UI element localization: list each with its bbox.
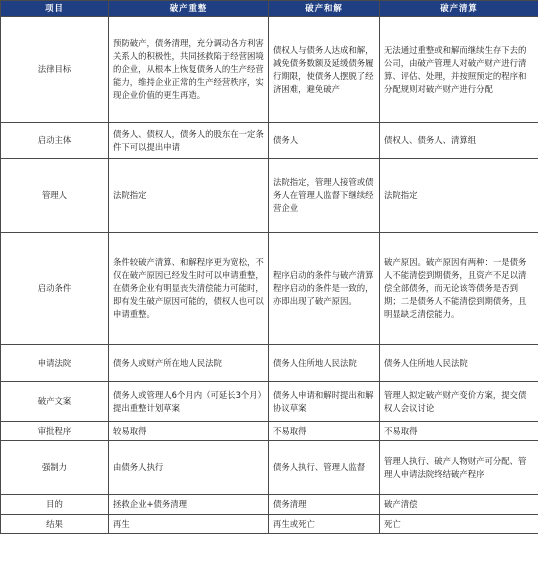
table-cell: 破产原因。破产原因有两种：一是债务人不能清偿到期债务，且资产不足以清偿全部债务，而无论该等债务是否到期；二是债务人不能清偿到期债务，且明显缺乏清偿能力。 <box>380 233 538 345</box>
table-cell: 破产清偿 <box>380 495 538 515</box>
table-row <box>1 233 538 345</box>
table-row <box>1 382 538 422</box>
table-cell: 法院指定，管理人接管或债务人在管理人监督下继续经营企业 <box>269 159 380 233</box>
table-cell: 条件较破产清算、和解程序更为宽松，不仅在破产原因已经发生时可以申请重整，在债务企业有明显丧失清偿能力可能时，即有发生破产原因可能的，债权人也可以申请重整。 <box>109 233 269 345</box>
row-label: 结果 <box>1 515 109 534</box>
row-label: 管理人 <box>1 159 109 233</box>
table-cell: 由债务人执行 <box>109 441 269 495</box>
table-cell: 拯救企业+债务清理 <box>109 495 269 515</box>
table-cell: 再生或死亡 <box>269 515 380 534</box>
row-label: 申请法院 <box>1 345 109 382</box>
table-row <box>1 159 538 233</box>
row-label: 审批程序 <box>1 422 109 441</box>
row-label: 破产文案 <box>1 382 109 422</box>
table-row <box>1 441 538 495</box>
table-cell: 债务人或财产所在地人民法院 <box>109 345 269 382</box>
table-cell: 债务人执行、管理人监督 <box>269 441 380 495</box>
table-cell: 不易取得 <box>269 422 380 441</box>
row-label: 强制力 <box>1 441 109 495</box>
table-cell: 法院指定 <box>380 159 538 233</box>
table-cell: 债权人、债务人、清算组 <box>380 123 538 159</box>
table-cell: 程序启动的条件与破产清算程序启动的条件是一致的，亦即出现了破产原因。 <box>269 233 380 345</box>
table-cell: 再生 <box>109 515 269 534</box>
table-cell: 债务人住所地人民法院 <box>269 345 380 382</box>
row-label: 法律目标 <box>1 17 109 123</box>
header-item: 项目 <box>1 1 109 17</box>
table-cell: 预防破产，债务清理，充分调动各方利害关系人的积极性，共同拯救陷于经营困境的企业，从根本上恢复债务人的生产经营能力，维持企业正常的生产经营秩序，实现企业价值的更生再造。 <box>109 17 269 123</box>
table-cell: 债务人、债权人，债务人的股东在一定条件下可以提出申请 <box>109 123 269 159</box>
table-row <box>1 345 538 382</box>
table-cell: 债务人或管理人6个月内（可延长3个月）提出重整计划草案 <box>109 382 269 422</box>
table-row <box>1 17 538 123</box>
table-row <box>1 123 538 159</box>
row-label: 目的 <box>1 495 109 515</box>
table-cell: 债务人住所地人民法院 <box>380 345 538 382</box>
table-cell: 不易取得 <box>380 422 538 441</box>
table-cell: 债务人 <box>269 123 380 159</box>
table-cell: 债务清理 <box>269 495 380 515</box>
table-cell: 法院指定 <box>109 159 269 233</box>
table-cell: 较易取得 <box>109 422 269 441</box>
header-row <box>1 1 538 17</box>
row-label: 启动主体 <box>1 123 109 159</box>
table-cell: 管理人执行、破产人物财产可分配、管理人申请法院终结破产程序 <box>380 441 538 495</box>
table-cell: 管理人拟定破产财产变价方案，提交债权人会议讨论 <box>380 382 538 422</box>
header-liquidation: 破产清算 <box>380 1 538 17</box>
table-cell: 债务人申请和解时提出和解协议草案 <box>269 382 380 422</box>
table-cell: 债权人与债务人达成和解，减免债务数额及延缓债务履行期限，使债务人摆脱了经济困难，避免破产 <box>269 17 380 123</box>
table-cell: 死亡 <box>380 515 538 534</box>
table-row <box>1 495 538 515</box>
header-reorganization: 破产重整 <box>109 1 269 17</box>
table-row <box>1 422 538 441</box>
row-label: 启动条件 <box>1 233 109 345</box>
table-cell: 无法通过重整或和解而继续生存下去的公司，由破产管理人对破产财产进行清算、评估、处理，并按照预定的程序和分配规则对破产财产进行分配 <box>380 17 538 123</box>
table-row <box>1 515 538 534</box>
header-settlement: 破产和解 <box>269 1 380 17</box>
